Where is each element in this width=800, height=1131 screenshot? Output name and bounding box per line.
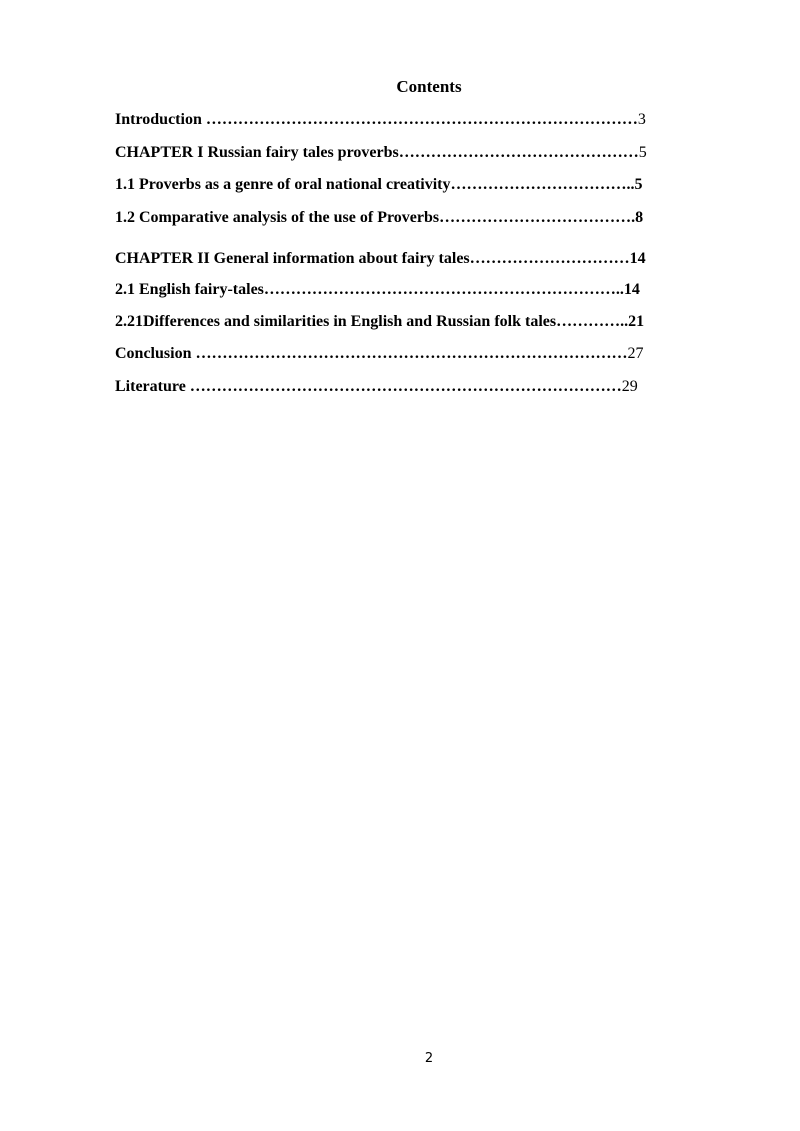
toc-entry-page: 5 <box>638 144 647 161</box>
toc-entry-page: 27 <box>627 345 644 362</box>
toc-entry-page: 29 <box>621 378 638 395</box>
toc-entry-conclusion[interactable] <box>115 344 643 364</box>
toc-entry-leader: ……………………………………………………………………… <box>195 345 628 362</box>
toc-entry-section-2-21[interactable] <box>115 312 644 332</box>
toc-entry-section-1-2[interactable] <box>115 208 643 228</box>
toc-entry-leader: ……………………………………… <box>398 144 639 161</box>
toc-entry-page: 3 <box>637 111 646 128</box>
toc-entry-introduction[interactable] <box>115 110 646 130</box>
toc-entry-leader: ……………………………………………………………………… <box>189 378 622 395</box>
toc-entry-chapter-1[interactable] <box>115 143 647 163</box>
toc-entry-leader: ……………………………………………………………………… <box>205 111 638 128</box>
toc-entry-label: Introduction <box>115 111 206 128</box>
toc-entry-page: 5 <box>634 176 643 193</box>
toc-entry-label: Conclusion <box>115 345 196 362</box>
toc-entry-leader: ………….. <box>556 313 629 330</box>
toc-entry-section-1-1[interactable] <box>115 175 643 195</box>
toc-entry-label: 2.1 English fairy-tales <box>115 281 264 298</box>
toc-entry-page: 8 <box>635 209 644 226</box>
toc-entry-label: 1.2 Comparative analysis of the use of Proverbs <box>115 209 440 226</box>
toc-entry-label: 2.21Differences and similarities in English and Russian folk tales <box>115 313 557 330</box>
toc-entry-leader: ………………………………………………………….. <box>263 281 624 298</box>
toc-entry-page: 14 <box>623 281 640 298</box>
toc-entry-section-2-1[interactable] <box>115 280 640 300</box>
toc-entry-leader: ………………………… <box>469 250 630 267</box>
toc-entry-chapter-2[interactable] <box>115 249 646 269</box>
toc-entry-label: Literature <box>115 378 190 395</box>
contents-heading: Contents <box>396 77 462 96</box>
page-number: 2 <box>424 1051 434 1066</box>
toc-entry-leader: …………………………….. <box>450 176 635 193</box>
toc-entry-label: CHAPTER II General information about fairy tales <box>115 250 470 267</box>
toc-entry-page: 14 <box>629 250 646 267</box>
toc-entry-leader: ………………………………. <box>439 209 636 226</box>
toc-entry-literature[interactable] <box>115 377 638 397</box>
toc-entry-label: CHAPTER I Russian fairy tales proverbs <box>115 144 399 161</box>
toc-entry-page: 21 <box>628 313 645 330</box>
toc-entry-label: 1.1 Proverbs as a genre of oral national creativity <box>115 176 451 193</box>
